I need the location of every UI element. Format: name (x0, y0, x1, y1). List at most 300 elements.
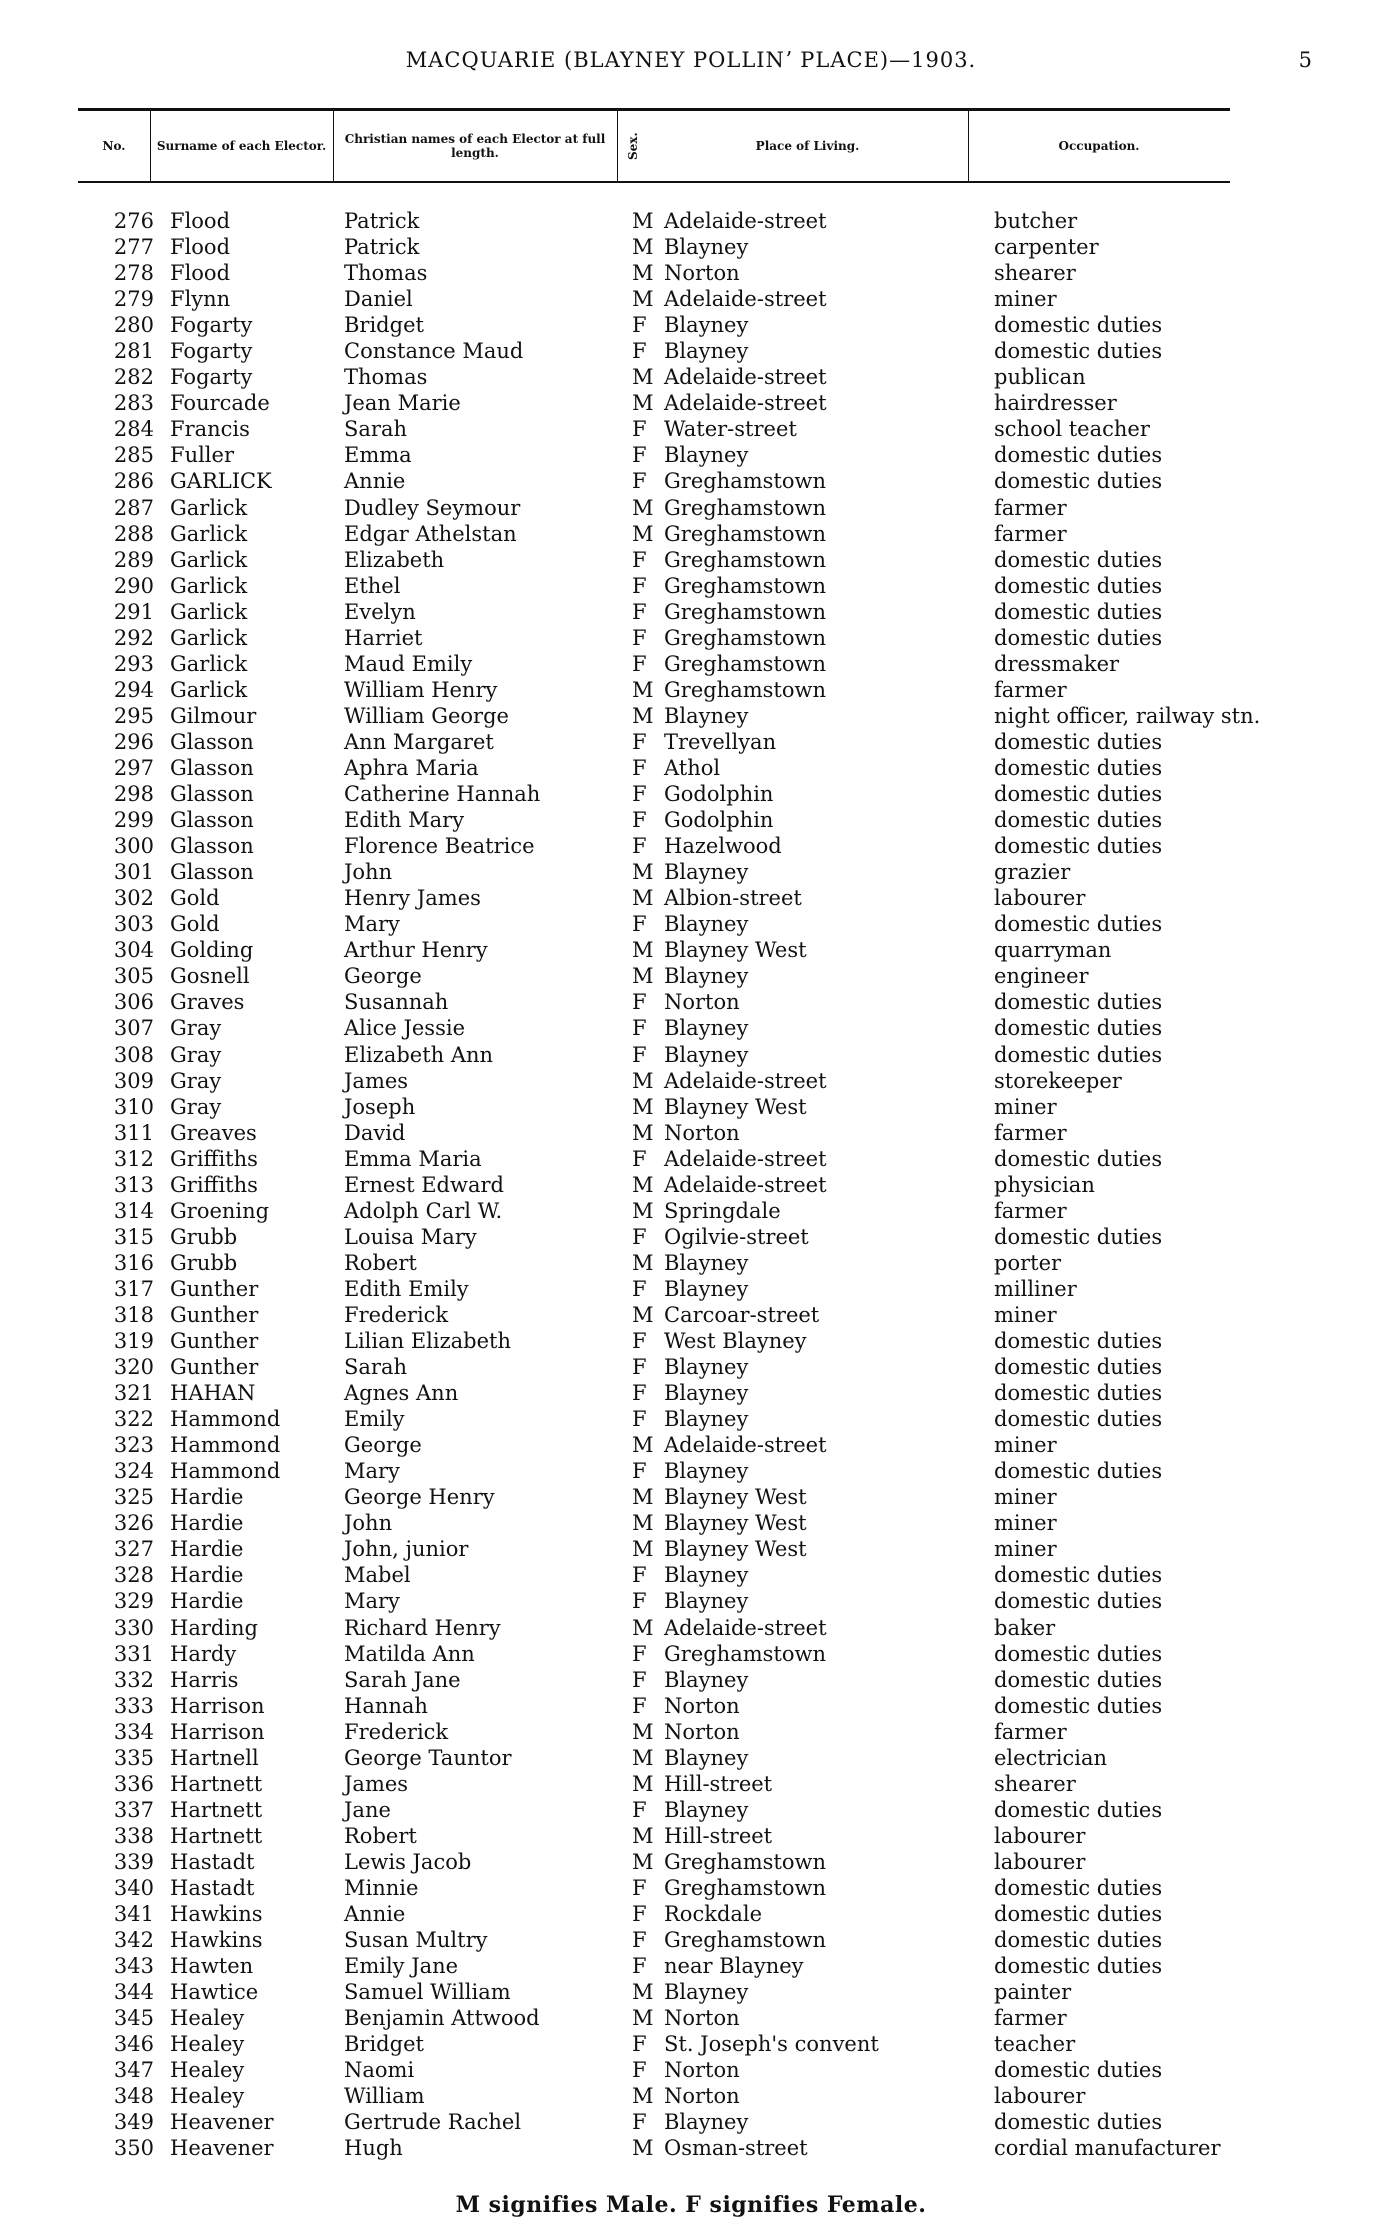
sex: F (632, 1797, 647, 1822)
table-row (0, 1120, 1382, 1146)
table-row (0, 2057, 1382, 2083)
elector-number: 322 (113, 1407, 154, 1432)
elector-number: 314 (113, 1198, 154, 1223)
christian-names: David (344, 1120, 406, 1145)
table-row (0, 1797, 1382, 1823)
christian-names: Jane (344, 1797, 391, 1822)
table-row (0, 1927, 1382, 1953)
occupation: miner (994, 1537, 1057, 1562)
christian-names: Constance Maud (344, 339, 524, 364)
sex: F (632, 1459, 647, 1484)
place-of-living: Blayney (664, 703, 749, 728)
place-of-living: Greghamstown (664, 573, 827, 598)
place-of-living: Blayney West (664, 1511, 807, 1536)
place-of-living: Hazelwood (664, 834, 782, 859)
surname: Gunther (170, 1329, 259, 1354)
table-row (0, 1953, 1382, 1979)
sex: M (632, 495, 654, 520)
elector-number: 311 (113, 1120, 154, 1145)
occupation: miner (994, 287, 1057, 312)
christian-names: Robert (344, 1823, 417, 1848)
christian-names: Louisa Mary (344, 1224, 477, 1249)
christian-names: Joseph (344, 1094, 416, 1119)
occupation: quarryman (994, 938, 1112, 963)
occupation: farmer (994, 1719, 1067, 1744)
table-row (0, 1641, 1382, 1667)
occupation: teacher (994, 2032, 1076, 2057)
place-of-living: Blayney (664, 860, 749, 885)
place-of-living: Norton (664, 990, 740, 1015)
surname: Hastadt (170, 1876, 255, 1900)
table-row (0, 885, 1382, 911)
header-sex: Sex. (617, 111, 648, 181)
place-of-living: Blayney (664, 1276, 749, 1301)
christian-names: Daniel (344, 287, 413, 312)
sex: M (632, 2084, 654, 2109)
sex: M (632, 261, 654, 286)
occupation: domestic duties (994, 339, 1163, 364)
elector-number: 330 (113, 1615, 154, 1640)
place-of-living: Adelaide-street (664, 1146, 827, 1171)
sex: F (632, 1589, 647, 1614)
surname: Gray (170, 1016, 222, 1041)
occupation: domestic duties (994, 1563, 1163, 1588)
table-row (0, 1172, 1382, 1198)
sex: M (632, 703, 654, 728)
elector-number: 283 (113, 391, 154, 416)
occupation: cordial manufacturer (994, 2136, 1221, 2161)
sex: F (632, 599, 647, 624)
surname: Harris (170, 1667, 239, 1692)
occupation: domestic duties (994, 1329, 1163, 1354)
place-of-living: Hill-street (664, 1771, 773, 1796)
christian-names: Alice Jessie (344, 1016, 466, 1041)
table-row (0, 234, 1382, 260)
christian-names: Patrick (344, 235, 420, 260)
occupation: domestic duties (994, 1954, 1163, 1979)
surname: Gray (170, 1094, 222, 1119)
elector-number: 345 (113, 2006, 154, 2031)
elector-number: 292 (113, 625, 154, 650)
christian-names: Thomas (344, 261, 428, 286)
elector-number: 318 (113, 1302, 154, 1327)
table-row (0, 1094, 1382, 1120)
surname: Hardie (170, 1589, 244, 1614)
elector-number: 348 (113, 2084, 154, 2109)
place-of-living: Adelaide-street (664, 209, 827, 233)
occupation: domestic duties (994, 808, 1163, 833)
surname: Garlick (170, 495, 248, 520)
christian-names: Mary (344, 1589, 400, 1614)
occupation: domestic duties (994, 1381, 1163, 1406)
occupation: farmer (994, 1198, 1067, 1223)
table-row (0, 1562, 1382, 1588)
surname: Glasson (170, 782, 254, 807)
elector-number: 307 (113, 1016, 154, 1041)
occupation: painter (994, 1980, 1072, 2005)
occupation: physician (994, 1172, 1095, 1197)
surname: Francis (170, 417, 250, 442)
header-place: Place of Living. (647, 111, 969, 181)
elector-number: 344 (113, 1980, 154, 2005)
surname: Hardie (170, 1563, 244, 1588)
occupation: domestic duties (994, 1589, 1163, 1614)
table-row (0, 1901, 1382, 1927)
occupation: domestic duties (994, 1693, 1163, 1718)
occupation: domestic duties (994, 1407, 1163, 1432)
place-of-living: Blayney (664, 1797, 749, 1822)
table-header (78, 108, 1230, 183)
surname: Hammond (170, 1407, 281, 1432)
sex: M (632, 1615, 654, 1640)
christian-names: Mary (344, 912, 400, 937)
sex: M (632, 1719, 654, 1744)
elector-number: 308 (113, 1042, 154, 1067)
christian-names: Jean Marie (344, 391, 461, 416)
sex: M (632, 287, 654, 312)
elector-number: 279 (113, 287, 154, 312)
sex: F (632, 834, 647, 859)
table-row (0, 1354, 1382, 1380)
sex: M (632, 209, 654, 233)
table-row (0, 1224, 1382, 1250)
surname: Glasson (170, 860, 254, 885)
table-row (0, 989, 1382, 1015)
christian-names: Thomas (344, 365, 428, 390)
elector-number: 319 (113, 1329, 154, 1354)
christian-names: Sarah (344, 1355, 407, 1380)
surname: Flood (170, 235, 231, 260)
sex: F (632, 1641, 647, 1666)
elector-number: 277 (113, 235, 154, 260)
table-row (0, 1510, 1382, 1536)
christian-names: Bridget (344, 2032, 424, 2057)
elector-number: 301 (113, 860, 154, 885)
table-row (0, 1875, 1382, 1901)
surname: Gold (170, 912, 220, 937)
place-of-living: Norton (664, 2084, 740, 2109)
sex: M (632, 1511, 654, 1536)
surname: Hardy (170, 1641, 237, 1666)
christian-names: George Henry (344, 1485, 495, 1510)
occupation: electrician (994, 1745, 1108, 1770)
christian-names: Ethel (344, 573, 401, 598)
elector-number: 347 (113, 2058, 154, 2083)
sex: F (632, 1563, 647, 1588)
christian-names: James (344, 1068, 409, 1093)
occupation: farmer (994, 2006, 1067, 2031)
occupation: butcher (994, 209, 1078, 233)
table-row (0, 1432, 1382, 1458)
surname: Glasson (170, 729, 254, 754)
place-of-living: Adelaide-street (664, 287, 827, 312)
surname: Hardie (170, 1511, 244, 1536)
occupation: shearer (994, 1771, 1076, 1796)
table-row (0, 677, 1382, 703)
christian-names: Susan Multry (344, 1928, 488, 1953)
table-row (0, 807, 1382, 833)
surname: Glasson (170, 808, 254, 833)
christian-names: Mary (344, 1459, 400, 1484)
sex: F (632, 1276, 647, 1301)
surname: Fourcade (170, 391, 270, 416)
occupation: farmer (994, 495, 1067, 520)
table-row (0, 1615, 1382, 1641)
sex: F (632, 2032, 647, 2057)
sex: M (632, 1849, 654, 1874)
elector-number: 276 (113, 209, 154, 233)
christian-names: Sarah Jane (344, 1667, 461, 1692)
christian-names: Dudley Seymour (344, 495, 521, 520)
table-row (0, 338, 1382, 364)
christian-names: Henry James (344, 886, 481, 911)
elector-number: 294 (113, 677, 154, 702)
occupation: domestic duties (994, 834, 1163, 859)
surname: Glasson (170, 755, 254, 780)
christian-names: Minnie (344, 1876, 419, 1900)
surname: Grubb (170, 1224, 238, 1249)
surname: Garlick (170, 521, 248, 546)
place-of-living: Springdale (664, 1198, 781, 1223)
sex: M (632, 391, 654, 416)
occupation: labourer (994, 1849, 1086, 1874)
table-row (0, 260, 1382, 286)
christian-names: Catherine Hannah (344, 782, 541, 807)
occupation: grazier (994, 860, 1071, 885)
place-of-living: Adelaide-street (664, 1615, 827, 1640)
sex: M (632, 1485, 654, 1510)
place-of-living: Blayney (664, 339, 749, 364)
place-of-living: Greghamstown (664, 521, 827, 546)
table-row (0, 442, 1382, 468)
elector-number: 282 (113, 365, 154, 390)
surname: Flynn (170, 287, 231, 312)
occupation: domestic duties (994, 912, 1163, 937)
table-row (0, 1588, 1382, 1614)
place-of-living: Rockdale (664, 1902, 763, 1927)
table-row (0, 1406, 1382, 1432)
place-of-living: Blayney West (664, 1094, 807, 1119)
christian-names: Frederick (344, 1302, 449, 1327)
elector-number: 313 (113, 1172, 154, 1197)
occupation: carpenter (994, 235, 1099, 260)
table-row (0, 390, 1382, 416)
sex: F (632, 1381, 647, 1406)
elector-number: 312 (113, 1146, 154, 1171)
christian-names: Ernest Edward (344, 1172, 504, 1197)
table-row (0, 416, 1382, 442)
christian-names: Annie (344, 1902, 406, 1927)
sex: M (632, 1302, 654, 1327)
surname: Hartnett (170, 1771, 263, 1796)
surname: Heavener (170, 2136, 274, 2161)
header-surname: Surname of each Elector. (150, 111, 334, 181)
christian-names: Frederick (344, 1719, 449, 1744)
surname: Hartnett (170, 1823, 263, 1848)
table-row (0, 911, 1382, 937)
sex: M (632, 677, 654, 702)
sex: M (632, 964, 654, 989)
christian-names: Elizabeth (344, 547, 445, 572)
page-number: 5 (1298, 48, 1312, 72)
elector-number: 299 (113, 808, 154, 833)
place-of-living: Albion-street (664, 886, 802, 911)
place-of-living: Greghamstown (664, 1876, 827, 1900)
surname: Gray (170, 1068, 222, 1093)
place-of-living: Ogilvie-street (664, 1224, 809, 1249)
sex: M (632, 1980, 654, 2005)
christian-names: Edgar Athelstan (344, 521, 517, 546)
surname: Harrison (170, 1719, 265, 1744)
sex: M (632, 860, 654, 885)
elector-number: 287 (113, 495, 154, 520)
occupation: farmer (994, 521, 1067, 546)
elector-number: 343 (113, 1954, 154, 1979)
occupation: domestic duties (994, 1016, 1163, 1041)
christian-names: William George (344, 703, 509, 728)
table-row (0, 286, 1382, 312)
christian-names: Aphra Maria (344, 755, 479, 780)
place-of-living: Adelaide-street (664, 1068, 827, 1093)
place-of-living: Godolphin (664, 808, 774, 833)
table-row (0, 833, 1382, 859)
christian-names: Evelyn (344, 599, 416, 624)
place-of-living: West Blayney (664, 1329, 807, 1354)
table-row (0, 1276, 1382, 1302)
table-row (0, 1015, 1382, 1041)
christian-names: Gertrude Rachel (344, 2110, 522, 2135)
occupation: domestic duties (994, 573, 1163, 598)
occupation: domestic duties (994, 1797, 1163, 1822)
table-row (0, 547, 1382, 573)
surname: Gunther (170, 1276, 259, 1301)
elector-number: 328 (113, 1563, 154, 1588)
christian-names: Lewis Jacob (344, 1849, 472, 1874)
christian-names: Adolph Carl W. (344, 1198, 503, 1223)
elector-number: 289 (113, 547, 154, 572)
surname: Hawkins (170, 1928, 263, 1953)
occupation: domestic duties (994, 469, 1163, 494)
christian-names: Emily (344, 1407, 405, 1432)
occupation: domestic duties (994, 2110, 1163, 2135)
table-row (0, 1823, 1382, 1849)
christian-names: James (344, 1771, 409, 1796)
christian-names: Edith Mary (344, 808, 465, 833)
occupation: school teacher (994, 417, 1150, 442)
sex: F (632, 547, 647, 572)
place-of-living: Blayney (664, 1042, 749, 1067)
occupation: miner (994, 1433, 1057, 1458)
christian-names: Elizabeth Ann (344, 1042, 494, 1067)
occupation: porter (994, 1250, 1062, 1275)
elector-number: 341 (113, 1902, 154, 1927)
elector-number: 336 (113, 1771, 154, 1796)
elector-number: 332 (113, 1667, 154, 1692)
elector-number: 280 (113, 313, 154, 338)
place-of-living: Carcoar-street (664, 1302, 820, 1327)
occupation: domestic duties (994, 599, 1163, 624)
table-row (0, 729, 1382, 755)
christian-names: Florence Beatrice (344, 834, 535, 859)
surname: Heavener (170, 2110, 274, 2135)
place-of-living: Blayney (664, 1016, 749, 1041)
place-of-living: Blayney (664, 1355, 749, 1380)
elector-number: 300 (113, 834, 154, 859)
sex: F (632, 1355, 647, 1380)
sex: F (632, 417, 647, 442)
place-of-living: Blayney (664, 1745, 749, 1770)
christian-names: John, junior (344, 1537, 469, 1562)
sex: M (632, 2006, 654, 2031)
occupation: hairdresser (994, 391, 1117, 416)
elector-number: 305 (113, 964, 154, 989)
elector-number: 326 (113, 1511, 154, 1536)
christian-names: George (344, 1433, 422, 1458)
table-row (0, 651, 1382, 677)
surname: Graves (170, 990, 245, 1015)
elector-number: 346 (113, 2032, 154, 2057)
elector-number: 295 (113, 703, 154, 728)
occupation: labourer (994, 1823, 1086, 1848)
place-of-living: Greghamstown (664, 1928, 827, 1953)
surname: Healey (170, 2006, 245, 2031)
sex: M (632, 2136, 654, 2161)
table-row (0, 364, 1382, 390)
surname: Gilmour (170, 703, 257, 728)
surname: Fogarty (170, 365, 253, 390)
surname: Hawkins (170, 1902, 263, 1927)
place-of-living: Greghamstown (664, 599, 827, 624)
elector-number: 303 (113, 912, 154, 937)
place-of-living: Blayney (664, 2110, 749, 2135)
place-of-living: Greghamstown (664, 495, 827, 520)
surname: Gray (170, 1042, 222, 1067)
occupation: domestic duties (994, 1224, 1163, 1249)
sex: M (632, 1120, 654, 1145)
table-row (0, 1849, 1382, 1875)
surname: Gunther (170, 1302, 259, 1327)
sex: F (632, 1042, 647, 1067)
sex: F (632, 2058, 647, 2083)
christian-names: Samuel William (344, 1980, 511, 2005)
surname: Fogarty (170, 339, 253, 364)
sex: M (632, 1172, 654, 1197)
occupation: domestic duties (994, 1876, 1163, 1900)
surname: Grubb (170, 1250, 238, 1275)
elector-number: 317 (113, 1276, 154, 1301)
christian-names: Emma Maria (344, 1146, 482, 1171)
table-row (0, 1536, 1382, 1562)
occupation: night officer, railway stn. (994, 703, 1261, 728)
place-of-living: Osman-street (664, 2136, 808, 2161)
surname: Gold (170, 886, 220, 911)
surname: Hartnell (170, 1745, 259, 1770)
elector-number: 324 (113, 1459, 154, 1484)
elector-number: 350 (113, 2136, 154, 2161)
place-of-living: Norton (664, 261, 740, 286)
surname: Fuller (170, 443, 234, 468)
elector-number: 327 (113, 1537, 154, 1562)
sex: M (632, 886, 654, 911)
table-row (0, 781, 1382, 807)
surname: Flood (170, 261, 231, 286)
christian-names: Hugh (344, 2136, 403, 2161)
table-row (0, 1198, 1382, 1224)
occupation: domestic duties (994, 1042, 1163, 1067)
sex: M (632, 1068, 654, 1093)
elector-number: 335 (113, 1745, 154, 1770)
occupation: miner (994, 1094, 1057, 1119)
